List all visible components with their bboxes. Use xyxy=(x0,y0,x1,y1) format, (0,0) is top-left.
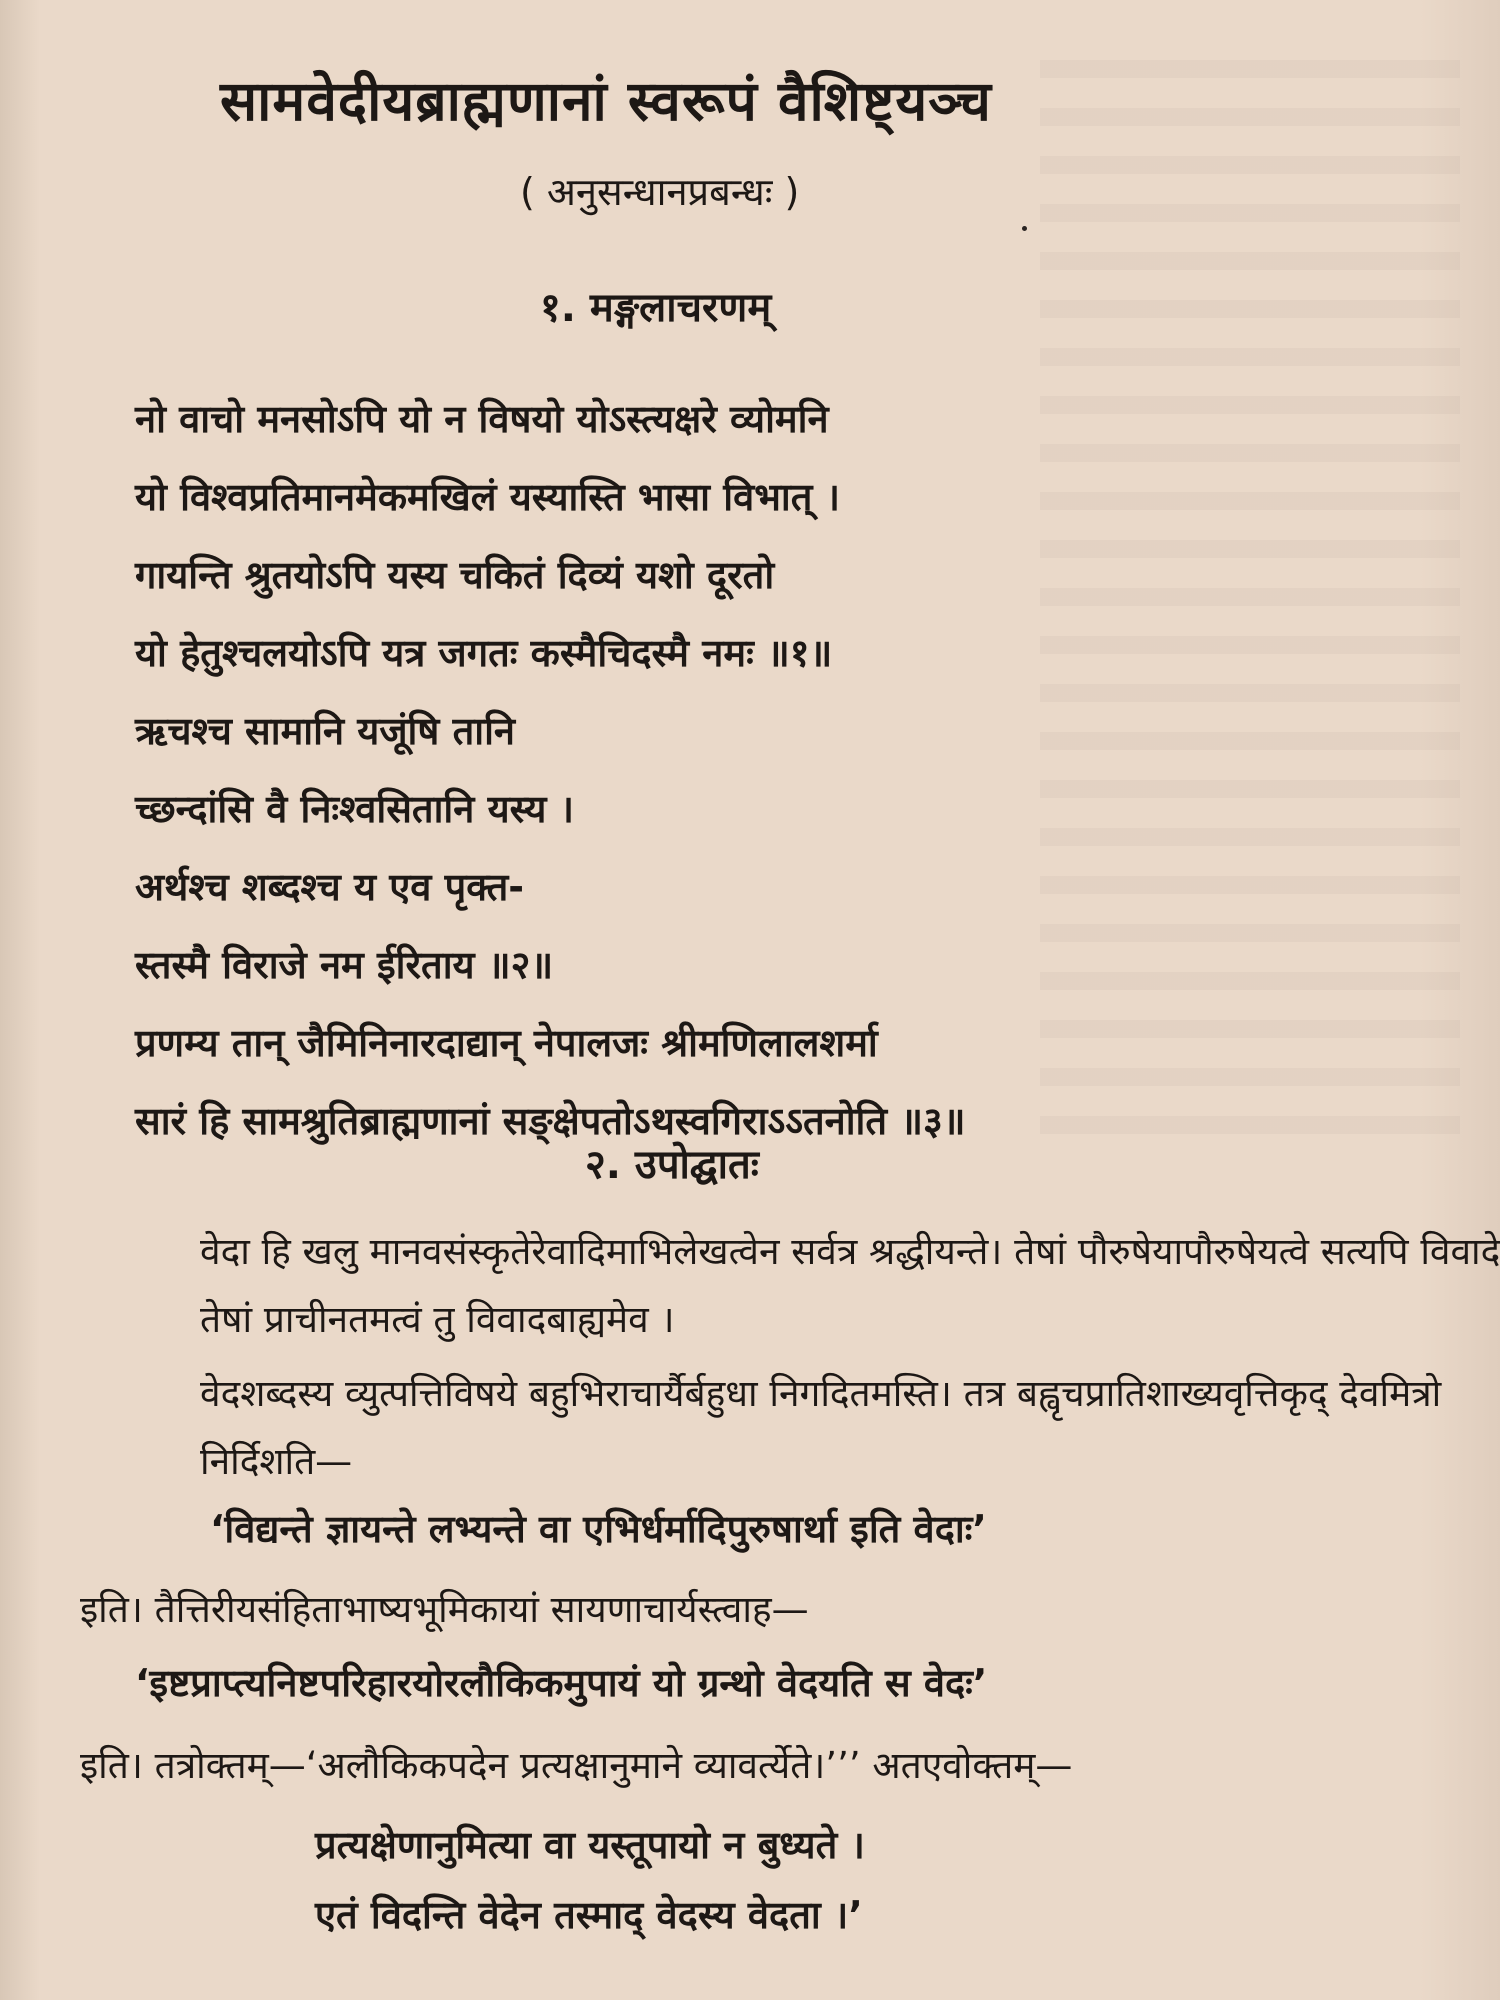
verse-line: गायन्ति श्रुतयोऽपि यस्य चकितं दिव्यं यशो दूरतो xyxy=(135,553,775,597)
verse-line: अर्थश्च शब्दश्च य एव पृक्त- xyxy=(135,865,525,909)
verse-line: यो हेतुश्चलयोऽपि यत्र जगतः कस्मैचिदस्मै नमः ॥१॥ xyxy=(135,631,833,675)
body-paragraph: वेदशब्दस्य व्युत्पत्तिविषये बहुभिराचार्यैर्बहुधा निगदितमस्ति। तत्र बह्वृचप्रातिशाख्यवृत्तिकृद् देवमित्रो निर्दिशति— xyxy=(200,1372,1442,1483)
verse-line: सारं हि सामश्रुतिब्राह्मणानां सङ्क्षेपतोऽथस्वगिराऽऽतनोति ॥३॥ xyxy=(135,1099,966,1143)
ink-speck xyxy=(1022,226,1027,231)
closing-verse-line: प्रत्यक्षेणानुमित्या वा यस्तूपायो न बुध्यते । xyxy=(315,1823,865,1867)
page-subtitle: ( अनुसन्धानप्रबन्धः ) xyxy=(520,170,800,214)
mangalacharana-verses xyxy=(135,380,1355,1160)
body-paragraph: वेदा हि खलु मानवसंस्कृतेरेवादिमाभिलेखत्वेन सर्वत्र श्रद्धीयन्ते। तेषां पौरुषेयापौरुषेयत्वे सत्यपि विवादे तेषां प्राचीनतमत्वं तु विवादबाह्यमेव । xyxy=(200,1230,1500,1341)
verse-line: नो वाचो मनसोऽपि यो न विषयो योऽस्त्यक्षरे व्योमनि xyxy=(135,397,829,441)
quotation: ‘विद्यन्ते ज्ञायन्ते लभ्यन्ते वा एभिर्धर्मादिपुरुषार्था इति वेदाः’ xyxy=(210,1507,987,1551)
section-heading-upodghata: २. उपोद्घातः xyxy=(585,1142,759,1188)
verse-line: यो विश्वप्रतिमानमेकमखिलं यस्यास्ति भासा विभात् । xyxy=(135,475,841,519)
verse-line: स्तस्मै विराजे नम ईरिताय ॥२॥ xyxy=(135,943,554,987)
verse-line: च्छन्दांसि वै निःश्वसितानि यस्य । xyxy=(135,787,575,831)
closing-verse-line: एतं विदन्ति वेदेन तस्माद् वेदस्य वेदता ।’ xyxy=(315,1893,863,1937)
citation-line: इति। तत्रोक्तम्—‘अलौकिकपदेन प्रत्यक्षानुमाने व्यावर्त्येते।’’’ अतएवोक्तम्— xyxy=(80,1744,1073,1787)
verse-line: प्रणम्य तान् जैमिनिनारदाद्यान् नेपालजः श्रीमणिलालशर्मा xyxy=(135,1021,878,1065)
verse-line: ऋचश्च सामानि यजूंषि तानि xyxy=(135,709,516,753)
citation-line: इति। तैत्तिरीयसंहिताभाष्यभूमिकायां सायणाचार्यस्त्वाह— xyxy=(80,1588,809,1631)
page-title: सामवेदीयब्राह्मणानां स्वरूपं वैशिष्ट्यञ्च xyxy=(220,69,992,133)
quotation: ‘इष्टप्राप्त्यनिष्टपरिहारयोरलौकिकमुपायं यो ग्रन्थो वेदयति स वेदः’ xyxy=(135,1661,988,1705)
section-heading-mangalacharanam: १. मङ्गलाचरणम् xyxy=(540,285,772,331)
